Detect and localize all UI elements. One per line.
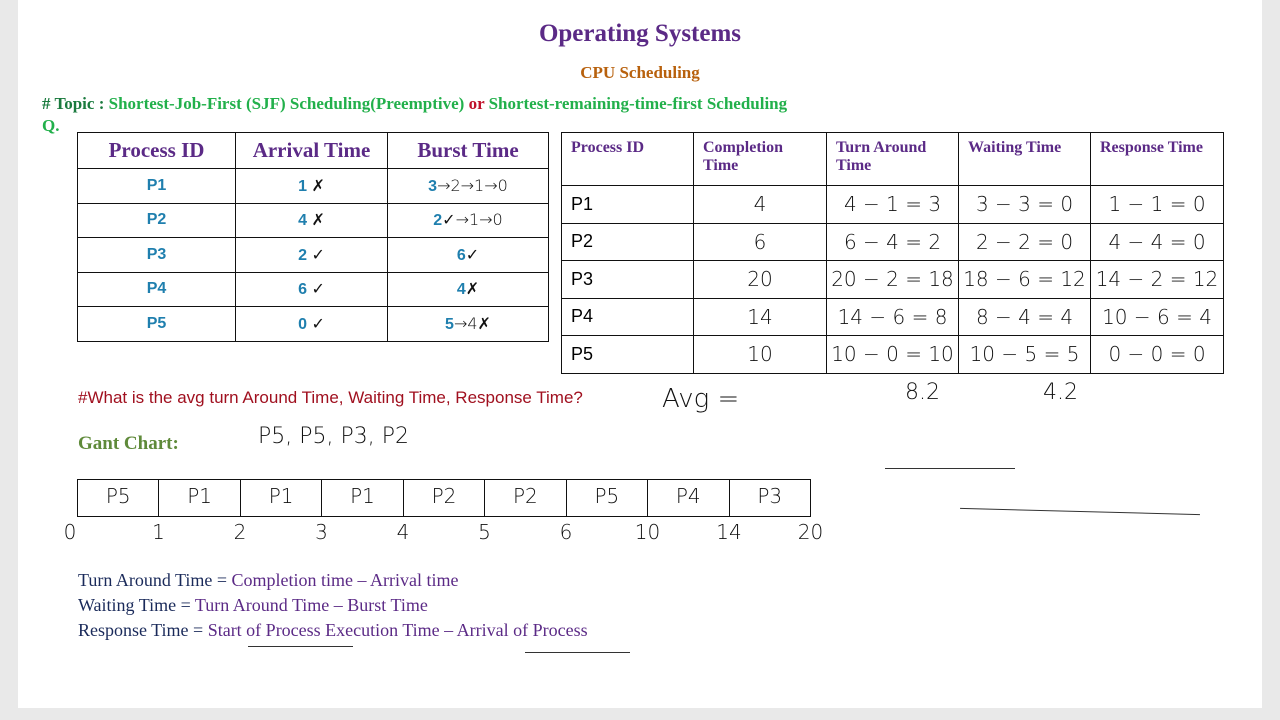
burst-value: 5	[445, 315, 454, 333]
pen-mark: ✓	[311, 313, 325, 333]
arrival-value: 1	[298, 177, 308, 195]
process-id: P1	[562, 186, 694, 224]
header-arrival: Arrival Time	[236, 133, 388, 169]
avg-tat: 8.2	[905, 380, 940, 405]
waiting-time: 2 − 2 = 0	[959, 223, 1091, 261]
gantt-tick: 6	[559, 520, 573, 544]
arrival-value: 6	[298, 281, 308, 299]
process-id: P4	[78, 272, 236, 307]
burst-cell	[388, 307, 549, 342]
response-time: 10 − 6 = 4	[1091, 298, 1224, 336]
completion-time: 6	[694, 223, 827, 261]
arrival-cell	[236, 203, 388, 238]
completion-time: 4	[694, 186, 827, 224]
burst-cell	[388, 203, 549, 238]
turnaround-time: 6 − 4 = 2	[827, 223, 959, 261]
pen-mark: ✗	[311, 210, 325, 230]
table-row	[562, 223, 1224, 261]
topic-or: or	[464, 94, 489, 113]
process-id: P2	[562, 223, 694, 261]
table-row	[78, 238, 549, 273]
question-label: Q.	[42, 116, 60, 135]
gantt-block: P5	[567, 480, 648, 516]
gantt-tick: 0	[63, 520, 77, 544]
completion-time: 10	[694, 336, 827, 374]
gantt-block: P2	[485, 480, 566, 516]
avg-wt: 4.2	[1043, 380, 1078, 405]
gantt-block: P3	[757, 484, 783, 508]
process-id: P1	[78, 169, 236, 204]
arrival-cell	[236, 169, 388, 204]
pen-mark: ✗	[465, 279, 480, 299]
waiting-time: 8 − 4 = 4	[959, 298, 1091, 336]
header-response: Response Time	[1091, 133, 1224, 186]
table-row	[78, 307, 549, 342]
gantt-tick: 1	[152, 520, 165, 544]
topic-srtf: Shortest-remaining-time-first Scheduling	[488, 94, 788, 113]
turnaround-time: 20 − 2 = 18	[827, 261, 959, 299]
burst-value: 3	[428, 177, 438, 195]
topic-prefix: # Topic :	[42, 94, 109, 113]
gantt-tick: 20	[797, 520, 824, 544]
pen-mark: →4✗	[453, 313, 491, 333]
burst-value: 2	[433, 212, 443, 230]
topic	[42, 94, 787, 114]
gantt-block: P1	[322, 480, 403, 516]
formula-lhs: Turn Around Time =	[78, 570, 232, 590]
formula-lhs: Waiting Time =	[78, 595, 195, 615]
response-time: 1 − 1 = 0	[1091, 186, 1224, 224]
formula-rhs: Completion time – Arrival time	[231, 570, 459, 590]
gantt-block: P1	[159, 480, 240, 516]
process-id: P5	[78, 307, 236, 342]
pen-mark: ✓	[465, 244, 480, 264]
burst-cell	[388, 169, 549, 204]
gantt-tick: 3	[315, 520, 328, 544]
process-id: P3	[78, 238, 236, 273]
table-row	[562, 261, 1224, 299]
formula-lhs: Response Time =	[78, 620, 208, 640]
waiting-time: 10 − 5 = 5	[959, 336, 1091, 374]
table-row	[78, 169, 549, 204]
burst-cell	[388, 272, 549, 307]
pen-mark: ✓	[311, 244, 325, 264]
burst-cell	[388, 238, 549, 273]
gantt-tick: 14	[716, 520, 742, 544]
avg-label: Avg =	[662, 384, 740, 414]
formula-rhs: Turn Around Time – Burst Time	[194, 595, 428, 615]
arrival-value: 2	[298, 246, 308, 264]
pen-mark: ✓→1→0	[442, 210, 503, 230]
formula-rt	[78, 620, 588, 641]
avg-question: #What is the avg turn Around Time, Waiting Time, Response Time?	[78, 388, 583, 407]
header-process-id: Process ID	[562, 133, 694, 186]
gantt-tick: 10	[634, 520, 661, 544]
results-table	[561, 132, 1224, 374]
table-row	[78, 203, 549, 238]
arrival-value: 0	[298, 315, 308, 333]
subtitle: CPU Scheduling	[580, 63, 700, 82]
page-title: Operating Systems	[538, 20, 742, 47]
header-burst: Burst Time	[388, 133, 549, 169]
turnaround-time: 14 − 6 = 8	[827, 298, 959, 336]
gantt-block: P5	[78, 480, 159, 516]
arrival-cell	[236, 272, 388, 307]
table-row	[78, 272, 549, 307]
header-waiting: Waiting Time	[959, 133, 1091, 186]
burst-value: 4	[456, 281, 466, 299]
process-id: P5	[562, 336, 694, 374]
response-time: 4 − 4 = 0	[1091, 223, 1224, 261]
response-time: 0 − 0 = 0	[1091, 336, 1224, 374]
waiting-time: 18 − 6 = 12	[959, 261, 1091, 299]
topic-sjf: Shortest-Job-First (SJF) Scheduling(Preemptive)	[108, 94, 465, 113]
formula-tat	[78, 570, 459, 591]
gantt-block: P4	[648, 480, 729, 516]
pen-mark: →2→1→0	[437, 175, 508, 195]
turnaround-time: 10 − 0 = 10	[827, 336, 959, 374]
gantt-tick: 4	[396, 520, 410, 544]
pen-underline	[525, 652, 630, 653]
pen-mark: ✗	[311, 175, 325, 195]
arrival-cell	[236, 307, 388, 342]
burst-value: 6	[456, 246, 466, 264]
formula-wt	[78, 595, 428, 616]
response-time: 14 − 2 = 12	[1091, 261, 1224, 299]
gantt-tick: 2	[233, 520, 247, 544]
completion-time: 14	[694, 298, 827, 336]
gantt-label: Gant Chart:	[78, 433, 179, 454]
pen-mark: ✓	[311, 279, 325, 299]
gantt-order-note: P5, P5, P3, P2	[258, 424, 410, 449]
gantt-chart	[77, 479, 811, 517]
pen-line	[885, 468, 1015, 469]
process-id: P3	[562, 261, 694, 299]
header-tat: Turn Around Time	[827, 133, 959, 186]
formula-rhs: Start of Process Execution Time – Arrival of Process	[207, 620, 588, 640]
process-id: P4	[562, 298, 694, 336]
turnaround-time: 4 − 1 = 3	[827, 186, 959, 224]
table-row	[562, 336, 1224, 374]
gantt-tick: 5	[478, 520, 491, 544]
gantt-block: P2	[404, 480, 485, 516]
header-completion: Completion Time	[694, 133, 827, 186]
waiting-time: 3 − 3 = 0	[959, 186, 1091, 224]
table-row	[562, 186, 1224, 224]
process-id: P2	[78, 203, 236, 238]
gantt-block: P1	[241, 480, 322, 516]
table-row	[562, 298, 1224, 336]
process-input-table	[77, 132, 549, 342]
completion-time: 20	[694, 261, 827, 299]
pen-underline	[248, 646, 353, 647]
header-process-id: Process ID	[78, 133, 236, 169]
arrival-cell	[236, 238, 388, 273]
arrival-value: 4	[298, 212, 308, 230]
